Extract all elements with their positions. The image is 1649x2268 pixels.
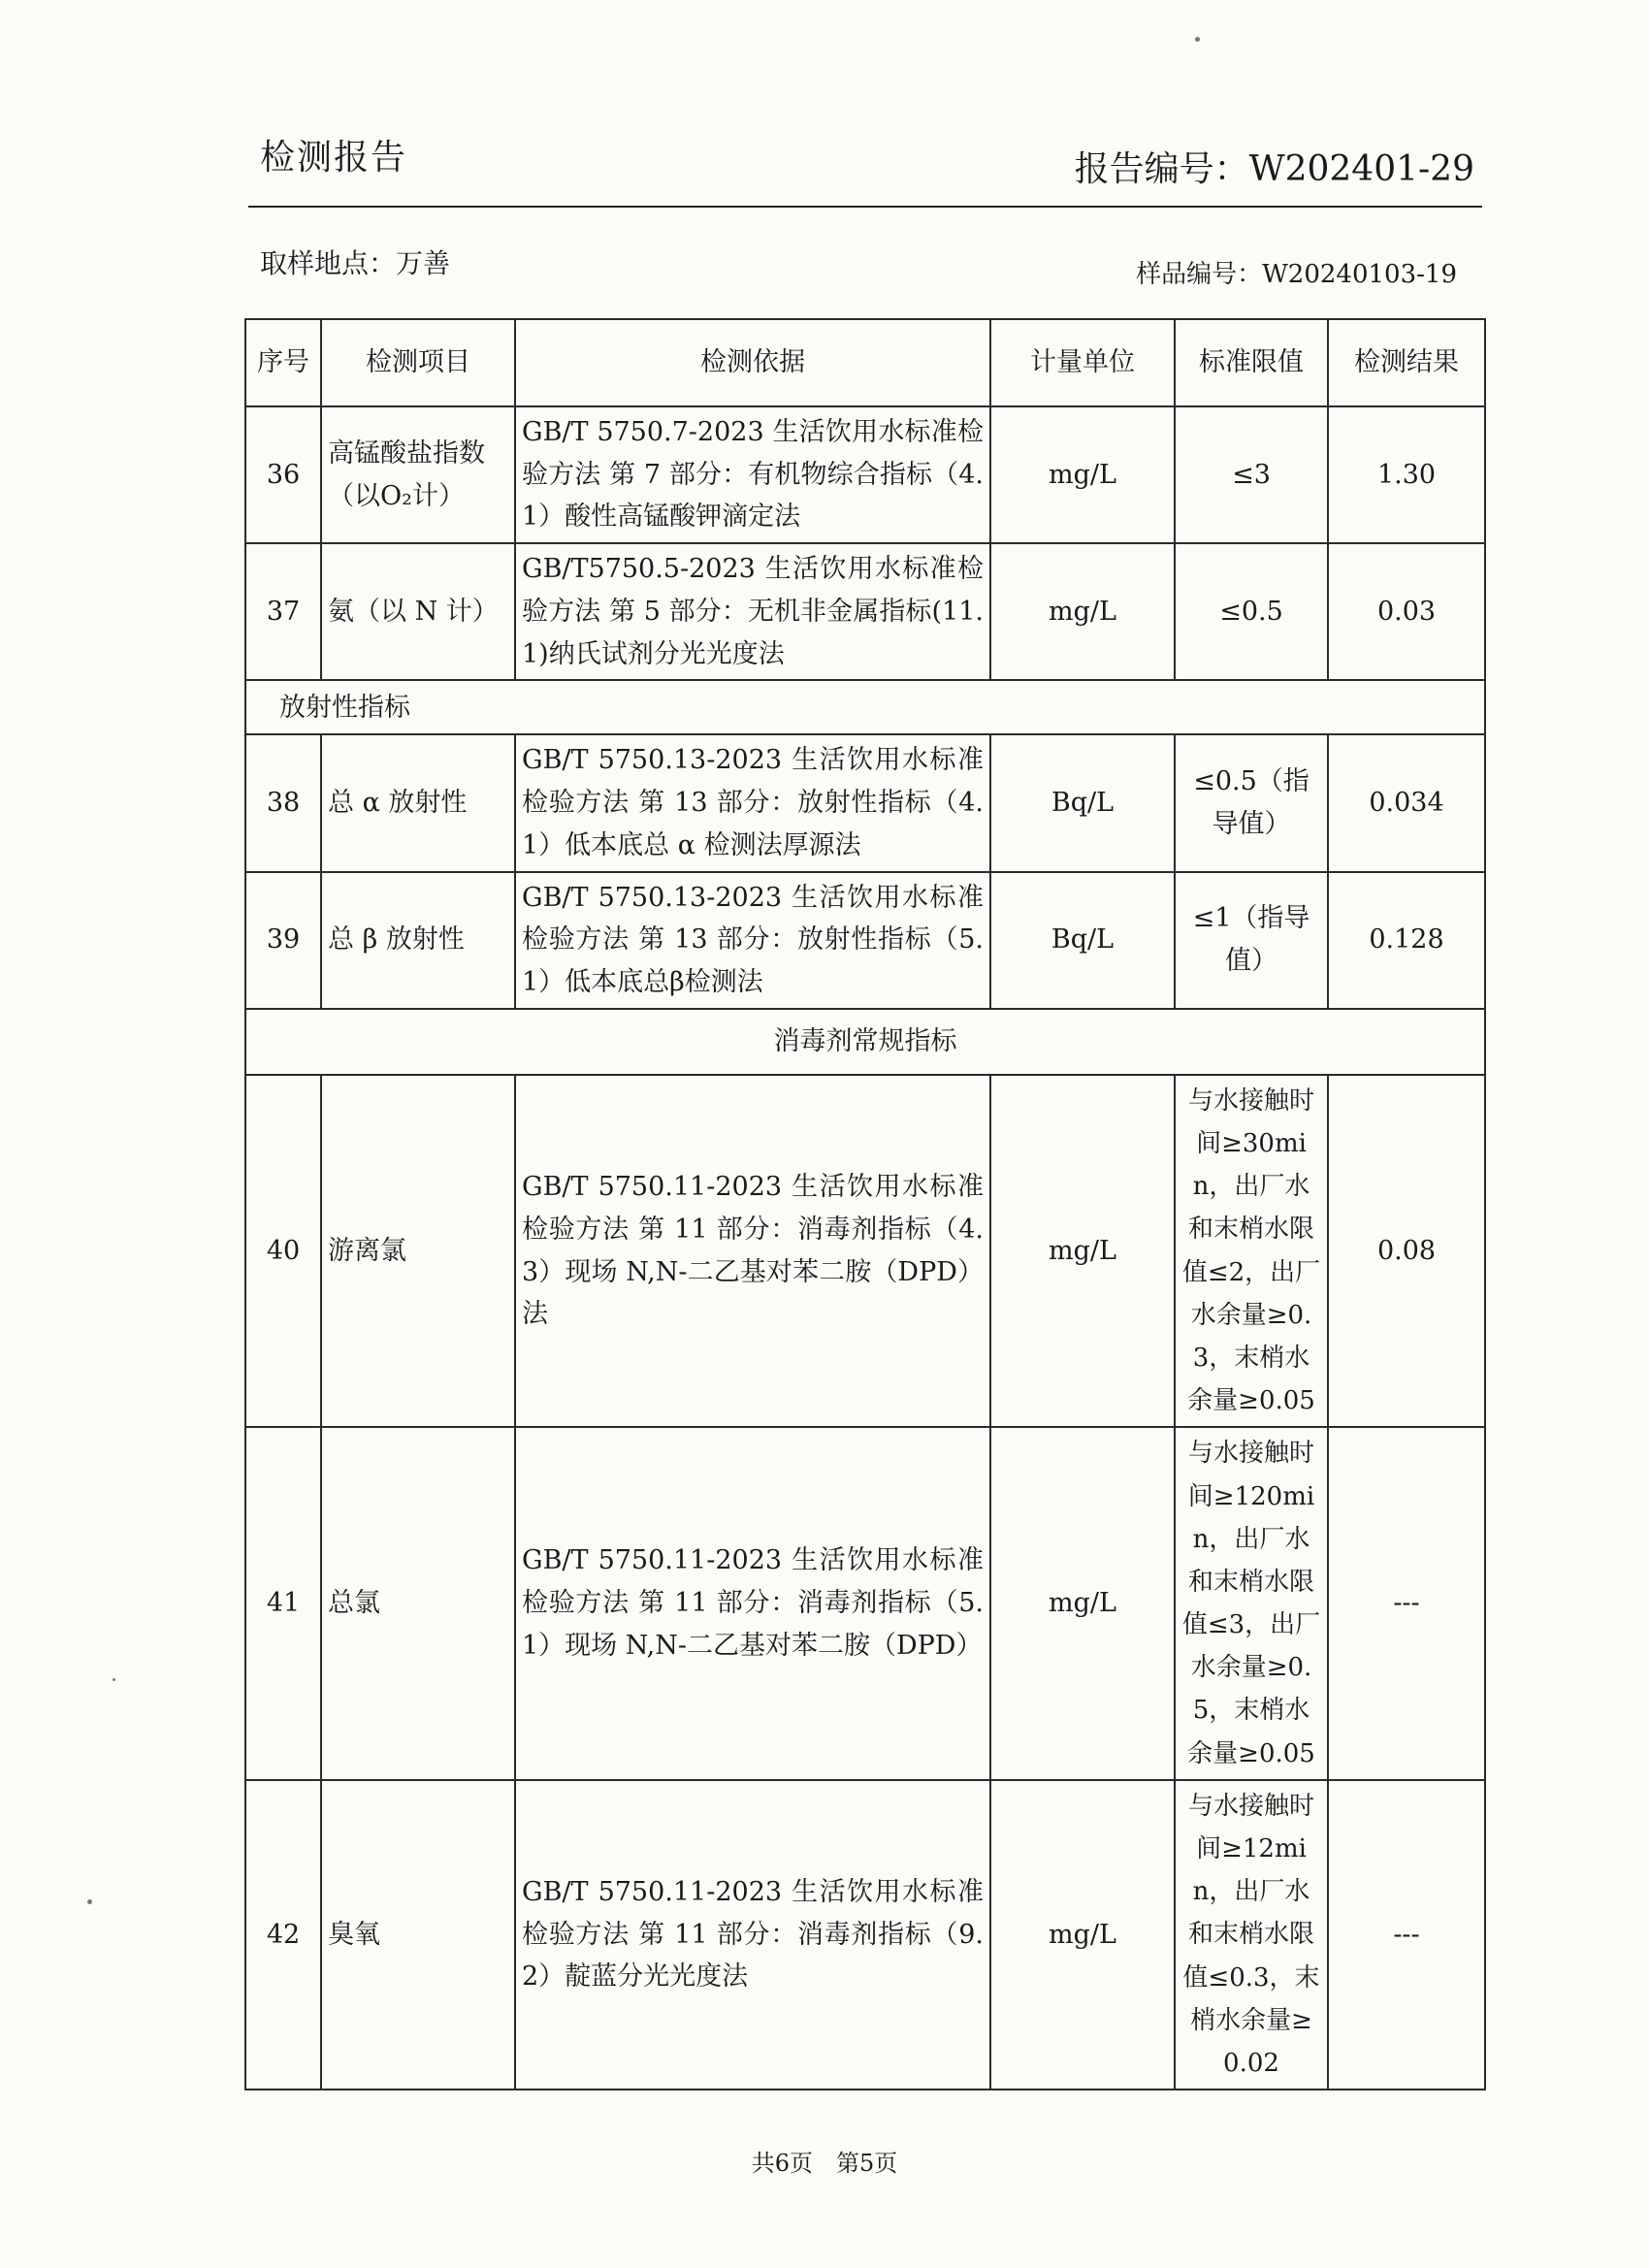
section-row [245,1009,1485,1075]
col-header-result: 检测结果 [1328,319,1485,406]
row-item: 总氯 [321,1427,515,1780]
row-item: 氨（以 N 计） [321,543,515,680]
col-header-limit: 标准限值 [1175,319,1328,406]
row-unit: mg/L [990,1075,1175,1428]
row-limit: ≤1（指导值） [1175,872,1328,1009]
table-row [245,406,1485,543]
row-no: 40 [245,1075,321,1428]
row-basis: GB/T 5750.11-2023 生活饮用水标准检验方法 第 11 部分：消毒剂指标（4.3）现场 N,N-二乙基对苯二胺（DPD）法 [515,1075,990,1428]
row-limit: ≤3 [1175,406,1328,543]
row-item: 高锰酸盐指数（以O₂计） [321,406,515,543]
row-item: 总 β 放射性 [321,872,515,1009]
row-unit: mg/L [990,406,1175,543]
row-unit: Bq/L [990,872,1175,1009]
scan-speck [1195,37,1200,42]
header-divider [248,206,1482,208]
row-basis: GB/T5750.5-2023 生活饮用水标准检验方法 第 5 部分：无机非金属指标(11.1)纳氏试剂分光光度法 [515,543,990,680]
row-unit: mg/L [990,1780,1175,2090]
row-basis: GB/T 5750.11-2023 生活饮用水标准检验方法 第 11 部分：消毒剂指标（5.1）现场 N,N-二乙基对苯二胺（DPD） [515,1427,990,1780]
row-no: 42 [245,1780,321,2090]
table-row [245,872,1485,1009]
row-result: 0.128 [1328,872,1485,1009]
section-row [245,680,1485,734]
col-header-no: 序号 [245,319,321,406]
row-unit: mg/L [990,543,1175,680]
row-limit: ≤0.5（指导值） [1175,734,1328,871]
document-title: 检测报告 [260,138,408,178]
row-limit: 与水接触时间≥12min，出厂水和末梢水限值≤0.3，末梢水余量≥0.02 [1175,1780,1328,2090]
row-no: 41 [245,1427,321,1780]
row-result: 0.034 [1328,734,1485,871]
row-limit: ≤0.5 [1175,543,1328,680]
row-unit: mg/L [990,1427,1175,1780]
row-result: 1.30 [1328,406,1485,543]
table-header-row [245,319,1485,406]
row-result: 0.08 [1328,1075,1485,1428]
row-basis: GB/T 5750.11-2023 生活饮用水标准检验方法 第 11 部分：消毒剂指标（9.2）靛蓝分光光度法 [515,1780,990,2090]
sampling-location: 取样地点：万善 [260,247,451,279]
row-no: 37 [245,543,321,680]
section-title-disinfectant: 消毒剂常规指标 [245,1009,1485,1075]
row-basis: GB/T 5750.7-2023 生活饮用水标准检验方法 第 7 部分：有机物综合指标（4.1）酸性高锰酸钾滴定法 [515,406,990,543]
row-item: 游离氯 [321,1075,515,1428]
table-row [245,1780,1485,2090]
row-item: 总 α 放射性 [321,734,515,871]
row-no: 39 [245,872,321,1009]
report-number: 报告编号：W202401-29 [1074,149,1474,189]
row-unit: Bq/L [990,734,1175,871]
scan-speck [87,1899,92,1904]
row-no: 36 [245,406,321,543]
row-result: --- [1328,1427,1485,1780]
page-indicator: 共6页 第5页 [751,2150,898,2177]
row-limit: 与水接触时间≥120min，出厂水和末梢水限值≤3，出厂水余量≥0.5，末梢水余量≥0.05 [1175,1427,1328,1780]
table-row [245,543,1485,680]
col-header-basis: 检测依据 [515,319,990,406]
row-limit: 与水接触时间≥30min，出厂水和末梢水限值≤2，出厂水余量≥0.3，末梢水余量≥0.05 [1175,1075,1328,1428]
table-row [245,734,1485,871]
row-result: 0.03 [1328,543,1485,680]
row-basis: GB/T 5750.13-2023 生活饮用水标准检验方法 第 13 部分：放射性指标（4.1）低本底总 α 检测法厚源法 [515,734,990,871]
col-header-unit: 计量单位 [990,319,1175,406]
col-header-item: 检测项目 [321,319,515,406]
row-item: 臭氧 [321,1780,515,2090]
sample-number: 样品编号：W20240103-19 [1136,260,1457,289]
test-results-table [244,318,1486,2090]
scan-speck [113,1678,115,1681]
table-row [245,1427,1485,1780]
row-result: --- [1328,1780,1485,2090]
row-no: 38 [245,734,321,871]
table-row [245,1075,1485,1428]
row-basis: GB/T 5750.13-2023 生活饮用水标准检验方法 第 13 部分：放射性指标（5.1）低本底总β检测法 [515,872,990,1009]
section-title-radioactivity: 放射性指标 [245,680,1485,734]
